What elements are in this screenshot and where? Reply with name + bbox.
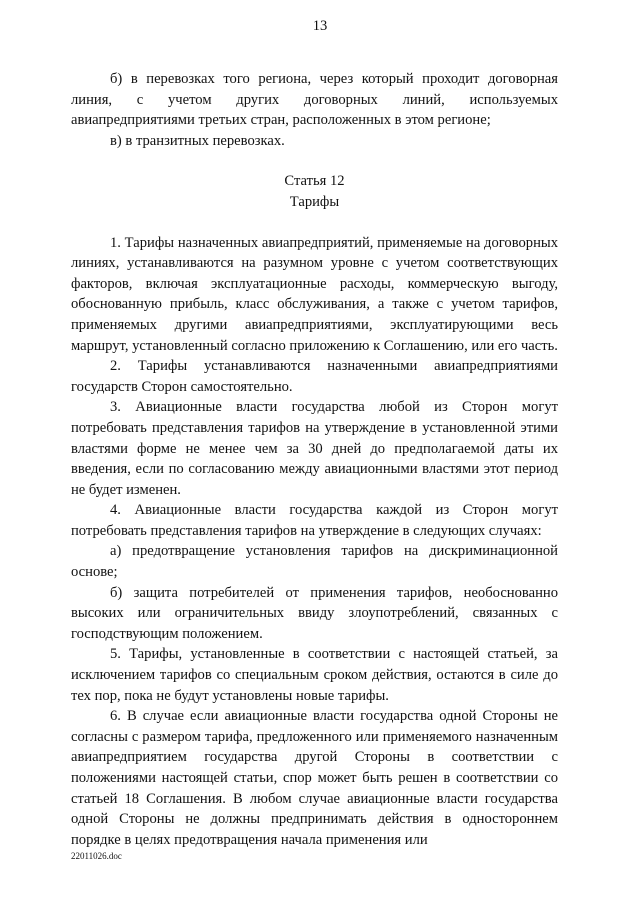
paragraph-4: 4. Авиационные власти государства каждой из Сторон могут потребовать представления тарифов на утверждение в следующих случаях:: [71, 502, 558, 539]
paragraph-4a: а) предотвращение установления тарифов на дискриминационной основе;: [71, 543, 558, 581]
paragraph-4b: б) защита потребителей от применения тарифов, необоснованно высоких или ограничительных ввиду злоупотреблений, связанных с господствующим положением.: [71, 584, 558, 642]
paragraph-1: 1. Тарифы назначенных авиапредприятий, применяемые на договорных линиях, устанавливаются на разумном уровне с учетом соответствующих факторов, включая эксплуатационные расходы, коммерческую выгоду, обоснованную прибыль, класс обслуживания, а также с учетом тарифов, применяемых другими авиапредприятиями, эксплуатирующими весь маршрут, установленный согласно приложению к Соглашению, или его часть.: [71, 234, 558, 354]
page-number: 13: [312, 18, 328, 34]
footer-filename: 22011026.doc: [71, 851, 122, 861]
paragraph-2: 2. Тарифы устанавливаются назначенными авиапредприятиями государств Сторон самостоятельно.: [71, 358, 558, 395]
paragraph-5: 5. Тарифы, установленные в соответствии с настоящей статьей, за исключением тарифов со специальным сроком действия, остаются в силе до тех пор, пока не будут установлены новые тарифы.: [71, 646, 558, 704]
paragraph-6: 6. В случае если авиационные власти государства одной Стороны не согласны с размером тарифа, предложенного или применяемого назначенным авиапредприятием государства другой Стороны в соответствии с положениями настоящей статьи, спор может быть решен в соответствии со статьей 18 Соглашения. В любом случае авиационные власти государства одной Стороны не должны предпринимать действия в одностороннем порядке в целях предотвращения начала применения или: [71, 708, 558, 848]
paragraph-b: б) в перевозках того региона, через который проходит договорная линия, с учетом других договорных линий, используемых авиапредприятиями третьих стран, расположенных в этом регионе;: [71, 71, 558, 129]
page-content: [71, 69, 558, 850]
article-title: Тарифы: [289, 193, 340, 210]
paragraph-v: в) в транзитных перевозках.: [110, 132, 285, 149]
article-number: Статья 12: [284, 173, 345, 190]
paragraph-3: 3. Авиационные власти государства любой из Сторон могут потребовать представления тарифов на утверждение в установленной этими властями форме не менее чем за 30 дней до предполагаемой даты их введения, если по согласованию между авиационными властями этот период не будет изменен.: [71, 399, 558, 498]
